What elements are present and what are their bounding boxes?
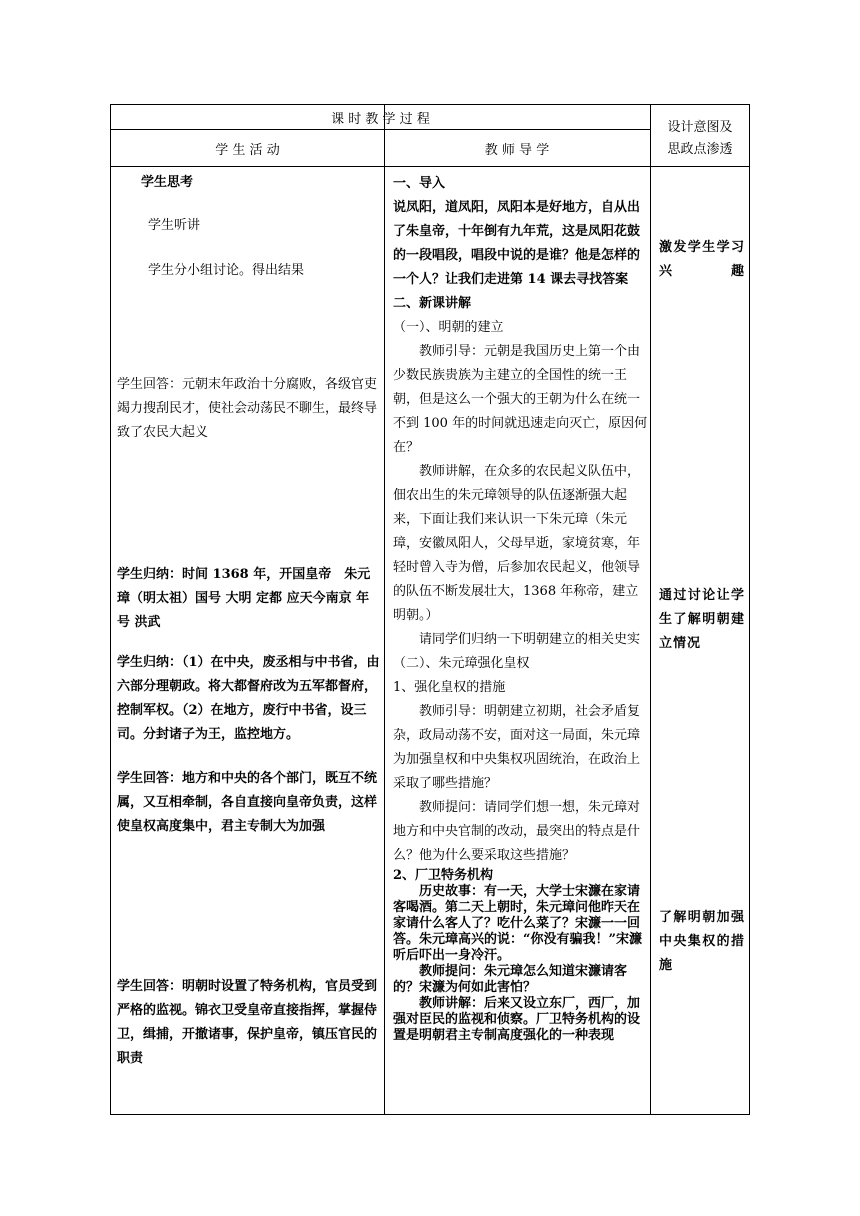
student-answer-3: 学生回答：明朝时设置了特务机构，官员受到严格的监视。锦衣卫受皇帝直接指挥，掌握侍卫，缉捕，开撤诸事，保护皇帝，镇压官民的职责 — [117, 979, 378, 1066]
student-group-discussion: 学生分小组讨论。得出结果 — [148, 263, 305, 278]
design-header-line-1: 设计意图及 — [667, 120, 733, 135]
teacher-guide-measures: 教师引导：明朝建立初期，社会矛盾复杂，政局动荡不安，面对这一局面，朱元璋为加强皇权和中央集权巩固统治，在政治上采取了哪些措施？ — [393, 704, 641, 791]
teacher-question-1: 教师提问：请同学们想一想，朱元璋对地方和中央官制的改动，最突出的特点是什么？他为什么要采取这些措施？ — [393, 800, 641, 863]
teacher-guide-content — [393, 172, 649, 1044]
table-title: 课 时 教 学 过 程 — [331, 112, 430, 127]
student-listen: 学生听讲 — [148, 218, 201, 233]
student-activity-header: 学 生 活 动 — [215, 143, 280, 158]
secret-agency-block — [393, 868, 649, 1044]
teacher-question-2: 教师提问：朱元璋怎么知道宋濂请客的？宋濂为何如此害怕？ — [393, 964, 628, 995]
student-answer-2: 学生回答：地方和中央的各个部门，既互不统属，又互相牵制，各自直接向皇帝负责，这样使皇权高度集中，君主专制大为加强 — [117, 771, 378, 834]
column-divider-2 — [650, 105, 651, 1114]
teacher-explain-2: 教师讲解：后来又设立东厂，西厂，加强对臣民的监视和侦察。厂卫特务机构的设置是明朝君主专制高度强化的一种表现 — [393, 996, 641, 1043]
teacher-guide-header: 教 师 导 学 — [484, 143, 550, 158]
summary-prompt: 请同学们归纳一下明朝建立的相关史实 — [419, 632, 641, 647]
design-intent-3: 了解明朝加强中央集权的措施 — [659, 910, 745, 973]
student-summary-1: 学生归纳：时间 1368 年，开国皇帝 朱元璋（明太祖）国号 大明 定都 应天今南京 年号 洪武 — [117, 567, 371, 630]
design-intent-1: 激发学生学习兴趣 — [659, 240, 745, 279]
lesson-plan-table — [110, 104, 750, 1115]
teacher-explain-paragraph: 教师讲解，在众多的农民起义队伍中，佃农出生的朱元璋领导的队伍逐渐强大起来，下面让我们来认识一下朱元璋（朱元璋，安徽凤阳人，父母早逝，家境贫寒，年轻时曾入寺为僧，后参加农民起义，他领导的队伍不断发展壮大，1368 年称帝，建立明朝。） — [393, 464, 641, 623]
student-summary-2: 学生归纳：（1）在中央，废丞相与中书省，由六部分理朝政。将大都督府改为五军都督府，控制军权。（2）在地方，废行中书省，设三司。分封诸子为王，监控地方。 — [117, 655, 380, 742]
design-intent-header — [650, 117, 750, 161]
subsection-ming-founding: （一）、明朝的建立 — [393, 320, 504, 335]
subsection-strengthen-power: （二）、朱元璋强化皇权 — [393, 656, 530, 671]
history-story: 历史故事：有一天，大学士宋濂在家请客喝酒。第二天上朝时，朱元璋问他昨天在家请什么客人了？吃什么菜了？宋濂一一回答。朱元璋高兴的说：“你没有骗我！”宋濂听后吓出一身冷汗。 — [393, 884, 642, 963]
section-intro-text: 说凤阳，道凤阳，凤阳本是好地方，自从出了朱皇帝，十年倒有九年荒，这是凤阳花鼓的一段唱段，唱段中说的是谁？他是怎样的一个人？让我们走进第 14 课去寻找答案 — [393, 200, 641, 287]
header-bottom-divider — [111, 166, 749, 167]
student-think: 学生思考 — [141, 175, 194, 190]
design-intent-2: 通过讨论让学生了解明朝建立情况 — [659, 588, 745, 651]
subsection-secret-agencies: 2、厂卫特务机构 — [393, 868, 494, 883]
design-header-line-2: 思政点渗透 — [667, 142, 733, 157]
column-divider-1 — [384, 105, 385, 1114]
section-intro-title: 一、导入 — [393, 176, 446, 191]
header-divider — [111, 129, 650, 130]
subsection-measures: 1、强化皇权的措施 — [393, 680, 506, 695]
student-answer-1: 学生回答：元朝末年政治十分腐败，各级官吏竭力搜刮民才，使社会动荡民不聊生，最终导致了农民大起义 — [117, 377, 378, 440]
section-new-lesson-title: 二、新课讲解 — [393, 296, 472, 311]
teacher-guide-paragraph: 教师引导：元朝是我国历史上第一个由少数民族贵族为主建立的全国性的统一王朝，但是这么一个强大的王朝为什么在统一不到 100 年的时间就迅速走向灭亡，原因何在？ — [393, 344, 648, 455]
